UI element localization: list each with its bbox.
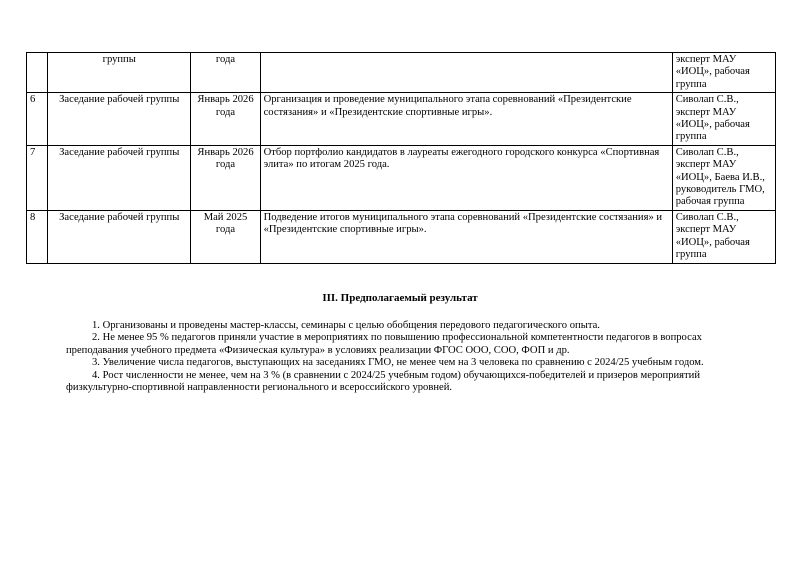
section-title: III. Предполагаемый результат bbox=[322, 292, 478, 304]
result-item: 3. Увеличение числа педагогов, выступающих на заседаниях ГМО, не менее чем на 3 человека по сравнению с 2024/25 учебным годом. bbox=[92, 357, 704, 369]
event-plan-table bbox=[26, 52, 776, 264]
event-type: Заседание рабочей группы bbox=[48, 210, 191, 263]
event-description: Подведение итогов муниципального этапа соревнований «Президентские состязания» и «Президентские спортивные игры». bbox=[260, 210, 672, 263]
responsible-line: эксперт МАУ bbox=[675, 224, 737, 236]
responsible-line: Сиволап С.В., bbox=[675, 211, 739, 223]
responsible-line: рабочая группа bbox=[675, 196, 745, 208]
responsible-line: Сиволап С.В., bbox=[675, 146, 739, 158]
event-type: Заседание рабочей группы bbox=[48, 145, 191, 210]
event-date: Январь 2026 года bbox=[191, 145, 260, 210]
table-row bbox=[27, 210, 776, 263]
responsible-line: «ИОЦ», Баева И.В., bbox=[675, 171, 765, 183]
event-description: Организация и проведение муниципального этапа соревнований «Президентские состязания» и «Президентские спортивные игры». bbox=[260, 93, 672, 146]
event-description bbox=[260, 53, 672, 93]
row-number bbox=[27, 53, 48, 93]
event-responsible bbox=[672, 145, 775, 210]
expected-results-list bbox=[66, 320, 766, 394]
table-row bbox=[27, 145, 776, 210]
table-row bbox=[27, 93, 776, 146]
responsible-line: эксперт МАУ bbox=[675, 54, 737, 65]
result-item: 4. Рост численности не менее, чем на 3 % (в сравнении с 2024/25 учебным годом) обучающихся-победителей и призеров мероприятий физкультурно-спортивной направленности регионального и всероссийского уровней. bbox=[66, 369, 701, 394]
responsible-line: Сиволап С.В., bbox=[675, 94, 739, 106]
event-date: Май 2025 года bbox=[191, 210, 260, 263]
row-number: 8 bbox=[27, 210, 48, 263]
event-date: Январь 2026 года bbox=[191, 93, 260, 146]
event-responsible bbox=[672, 210, 775, 263]
responsible-line: эксперт МАУ bbox=[675, 106, 737, 118]
responsible-line: руководитель ГМО, bbox=[675, 184, 765, 196]
event-description: Отбор портфолио кандидатов в лауреаты ежегодного городского конкурса «Спортивная элита» по итогам 2025 года. bbox=[260, 145, 672, 210]
responsible-line: «ИОЦ», рабочая bbox=[675, 119, 750, 131]
result-item: 1. Организованы и проведены мастер-классы, семинары с целью обобщения передового педагогического опыта. bbox=[92, 320, 600, 331]
responsible-line: «ИОЦ», рабочая bbox=[675, 66, 750, 78]
result-item: 2. Не менее 95 % педагогов приняли участие в мероприятиях по повышению профессиональной компетентности педагогов в вопросах преподавания учебного предмета «Физическая культура» в условиях реализации ФГОС ООО, СОО, ФОП и др. bbox=[66, 332, 702, 356]
event-type: Заседание рабочей группы bbox=[48, 93, 191, 146]
row-number: 7 bbox=[27, 145, 48, 210]
event-date: года bbox=[191, 53, 260, 93]
responsible-line: группа bbox=[675, 78, 707, 90]
table-row bbox=[27, 53, 776, 93]
responsible-line: группа bbox=[675, 249, 707, 261]
responsible-line: эксперт МАУ bbox=[675, 159, 737, 171]
responsible-line: «ИОЦ», рабочая bbox=[675, 236, 750, 248]
row-number: 6 bbox=[27, 93, 48, 146]
responsible-line: группа bbox=[675, 131, 707, 143]
event-type: группы bbox=[48, 53, 191, 93]
event-responsible bbox=[672, 93, 775, 146]
event-responsible bbox=[672, 53, 775, 93]
